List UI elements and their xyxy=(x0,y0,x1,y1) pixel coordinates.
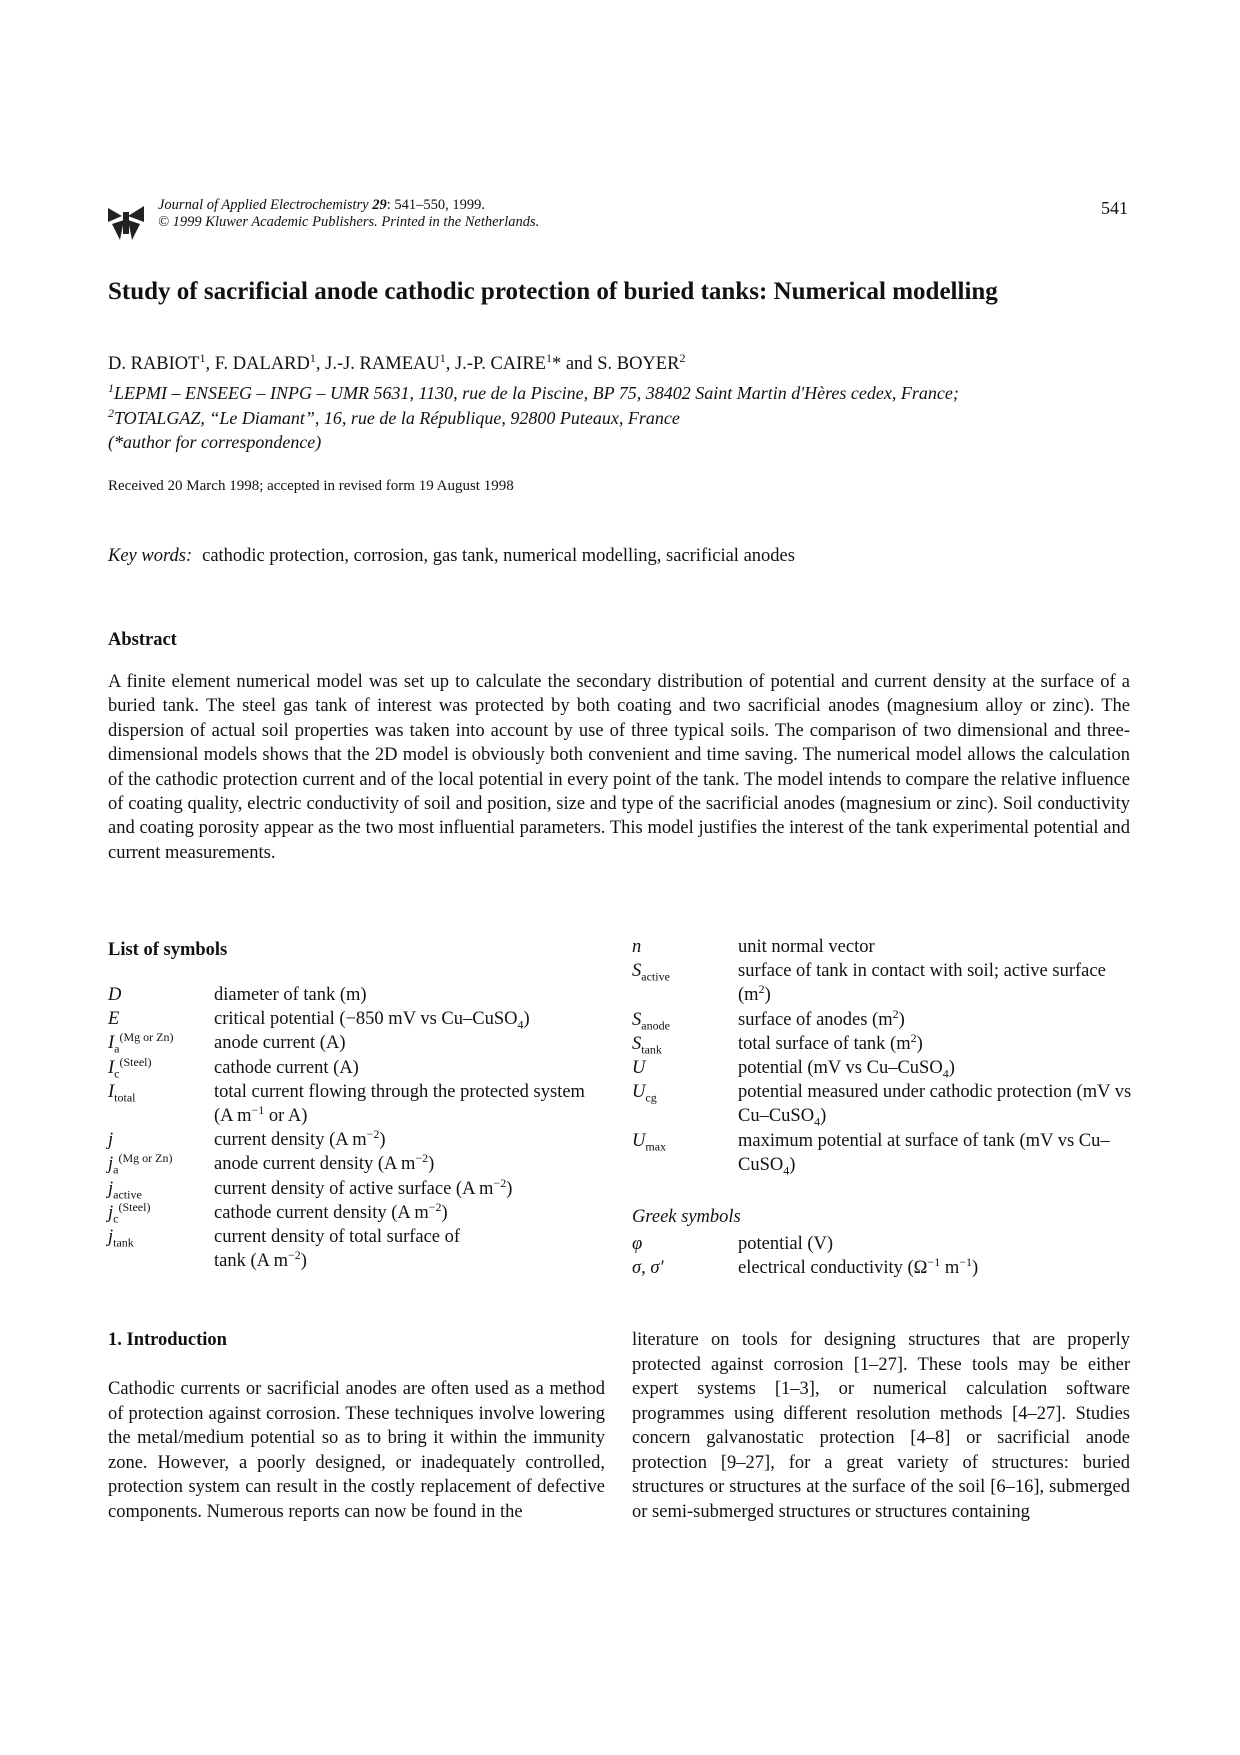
correspondence-note: (*author for correspondence) xyxy=(108,432,322,452)
author-name: S. BOYER xyxy=(597,354,680,374)
keywords xyxy=(108,546,795,567)
greek-symbols-heading: Greek symbols xyxy=(632,1207,741,1227)
symbol-row: σ, σ′ electrical conductivity ($\Omega^{-1}$ $m^{-1}$) xyxy=(632,1255,979,1279)
symbols-heading: List of symbols xyxy=(108,940,228,960)
author-name: D. RABIOT xyxy=(108,354,200,374)
symbol-row: φ potential (V) xyxy=(632,1234,834,1254)
introduction-left-column: Cathodic currents or sacrificial anodes are often used as a method of protection against corrosion. These techniques involve lowering the metal/medium potential so as to bring it within the immunity zone. However, a poorly designed, or inadequately controlled, protection system can result in the costly replacement of defective components. Numerous reports can now be found in the xyxy=(108,1379,605,1522)
keywords-label: Key words: xyxy=(108,546,193,566)
symbol-row: $U_{max}$ maximum potential at surface of tank (mV vs Cu–CuSO$_4$) xyxy=(632,1130,1110,1178)
symbol-row: D diameter of tank (m) xyxy=(108,985,367,1005)
symbol-row: $I_{total}$ total current flowing through the protected system (A $m^{-1}$ or A) xyxy=(108,1081,585,1127)
abstract-text: A finite element numerical model was set up to calculate the secondary distribution of potential and current density at the surface of a buried tank. The steel gas tank of interest was protected by both coating and two sacrificial anodes (magnesium alloy or zinc). The dispersion of actual soil properties was taken into account by use of three typical soils. The comparison of two dimensional and three-dimensional models shows that the 2D model is obviously both convenient and time saving. The numerical model allows the calculation of the cathodic protection current and of the local potential in every point of the tank. The model intends to compare the relative influence of coating quality, electric conductivity of soil and position, size and type of the sacrificial anodes (magnesium or zinc). Soil conductivity and coating porosity appear as the two most influential parameters. This model justifies the interest of the tank experimental potential and current measurements. xyxy=(108,672,1130,863)
symbols-table-right xyxy=(632,935,1132,1177)
symbol-row: $j_{active}$ current density of active surface (A $m^{-2}$) xyxy=(108,1175,513,1202)
author-name: J.-J. RAMEAU xyxy=(325,354,440,374)
page-number: 541 xyxy=(1101,198,1128,218)
symbol-row: $I_a^{(Mg or Zn)}$ anode current (A) xyxy=(108,1030,346,1057)
introduction-right-column: literature on tools for designing structures that are properly protected against corrosion [1–27]. These tools may be either expert systems [1–3], or numerical calculation software programmes using different resolution methods [4–27]. Studies concern galvanostatic protection [4–8] or sacrificial anode protection [9–27], for a great variety of structures: buried structures or structures at the surface of the soil [6–16], submerged or semi-submerged structures or structures containing xyxy=(632,1330,1130,1522)
symbol-row: $S_{tank}$ total surface of tank $(m^2)$ xyxy=(632,1030,923,1057)
author-name: J.-P. CAIRE xyxy=(454,354,546,374)
affiliation-2: $^2$TOTALGAZ, “Le Diamant”, 16, rue de la République, 92800 Puteaux, France xyxy=(108,405,680,428)
received-dates: Received 20 March 1998; accepted in revised form 19 August 1998 xyxy=(108,478,514,494)
keywords-text: cathodic protection, corrosion, gas tank, numerical modelling, sacrificial anodes xyxy=(202,546,795,566)
symbols-table-left xyxy=(108,983,608,1273)
symbol-row: $S_{anode}$ surface of anodes $(m^2)$ xyxy=(632,1006,905,1033)
symbol-row: n unit normal vector xyxy=(632,937,875,957)
greek-symbols-table xyxy=(632,1232,1132,1280)
symbol-row: U potential (mV vs Cu–CuSO$_4$) xyxy=(632,1058,955,1081)
paper-title: Study of sacrificial anode cathodic protection of buried tanks: Numerical modelling xyxy=(108,278,998,305)
publisher-logo-icon xyxy=(108,202,144,242)
author-list: D. RABIOT$^1$, F. DALARD$^1$, J.-J. RAMEAU$^1$, J.-P. CAIRE$^1$* and S. BOYER$^2$ xyxy=(108,350,686,374)
journal-citation: Journal of Applied Electrochemistry 29: 541–550, 1999. © 1999 Kluwer Academic Publishers. Printed in the Netherlands. xyxy=(158,197,540,230)
abstract-heading: Abstract xyxy=(108,630,177,650)
symbol-row: $U_{cg}$ potential measured under cathodic protection (mV vs Cu–CuSO$_4$) xyxy=(632,1082,1132,1130)
author-name: F. DALARD xyxy=(214,354,310,374)
symbol-row: $I_c^{(Steel)}$ cathode current (A) xyxy=(108,1054,359,1081)
affiliations xyxy=(108,381,959,455)
introduction-heading: 1. Introduction xyxy=(108,1330,227,1350)
affiliation-1: $^1$LEPMI – ENSEEG – INPG – UMR 5631, 1130, rue de la Piscine, BP 75, 38402 Saint Martin d'Hères cedex, France; xyxy=(108,381,959,403)
symbol-row: $j_{tank}$ current density of total surface of tank (A $m^{-2}$) xyxy=(108,1227,461,1272)
symbol-row: $j_a^{(Mg or Zn)}$ anode current density (A $m^{-2}$) xyxy=(108,1151,435,1178)
symbol-row: E critical potential (−850 mV vs Cu–CuSO$_4$) xyxy=(108,1009,530,1032)
symbol-row: $S_{active}$ surface of tank in contact with soil; active surface $(m^2)$ xyxy=(632,961,1106,1006)
symbol-row: $j_c^{(Steel)}$ cathode current density (A $m^{-2}$) xyxy=(108,1199,448,1226)
symbol-row: j current density (A $m^{-2}$) xyxy=(108,1127,386,1151)
